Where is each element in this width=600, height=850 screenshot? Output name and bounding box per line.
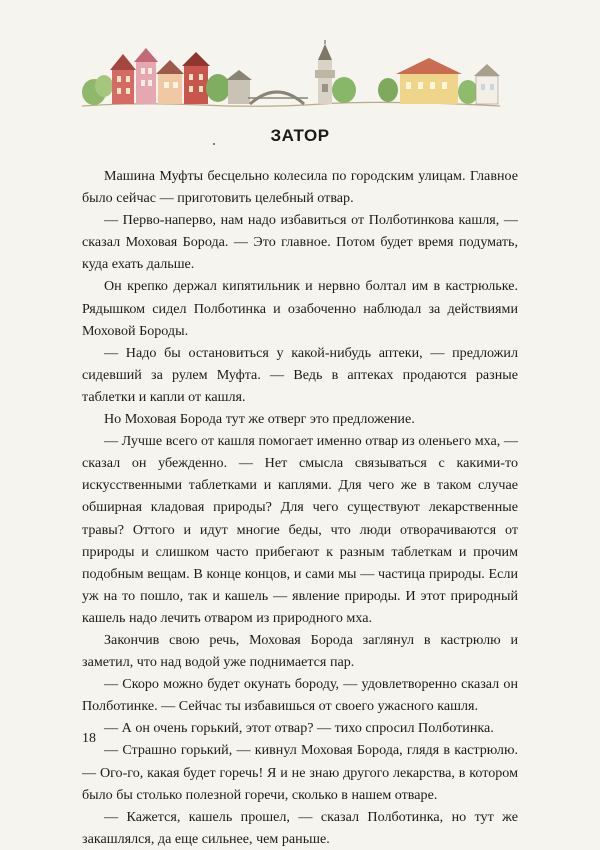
town-illustration [82,40,500,112]
paragraph: — Страшно горький, — кивнул Моховая Борода, глядя в кастрюлю. — Ого-го, какая будет горечь! Я и не знаю другого лекарства, в котором было бы столько полезной горечи, сколько в нашем отваре. [82,742,518,803]
chapter-title: ЗАТОР [270,126,330,145]
paragraph: — Перво-наперво, нам надо избавиться от Полботинкова кашля, — сказал Моховая Борода. — Это главное. Потом будет время подумать, куда ехать дальше. [82,212,518,273]
paragraph: — Лучше всего от кашля помогает именно отвар из оленьего мха, — сказал он убежденно. — Нет смысла связываться с какими-то искусственными таблетками и каплями. Для чего же в таком случае обширная кладовая природы? Для чего существуют лекарственные травы? Оттого и идут многие беды, что люди отворачиваются от природы и слишком часто прибегают к разным таблеткам и прочим подобным вещам. В конце концов, и сами мы — частица природы. Если уж на то пошло, так и кашель — явление природы. И этот природный кашель надо лечить отваром из природного мха. [82,433,518,626]
page-number: 18 [82,731,96,746]
chapter-body [82,165,518,850]
paragraph: — А он очень горький, этот отвар? — тихо спросил Полботинка. [104,720,494,737]
paragraph: Но Моховая Борода тут же отверг это предложение. [104,411,415,428]
paragraph: — Скоро можно будет окунать бороду, — удовлетворенно сказал он Полботинке. — Сейчас ты избавишься от своего ужасного кашля. [82,676,518,715]
paragraph: Он крепко держал кипятильник и нервно болтал им в кастрюльке. Рядышком сидел Полботинка и озабоченно наблюдал за действиями Моховой Бороды. [82,278,518,339]
paragraph: — Надо бы остановиться у какой-нибудь аптеки, — предложил сидевший за рулем Муфта. — Ведь в аптеках продаются разные таблетки и капли от кашля. [82,344,518,405]
paragraph: Машина Муфты бесцельно колесила по городским улицам. Главное было сейчас — приготовить целебный отвар. [82,168,518,207]
paragraph: Закончив свою речь, Моховая Борода заглянул в кастрюлю и заметил, что над водой уже поднимается пар. [82,631,518,671]
paragraph: — Кажется, кашель прошел, — сказал Полботинка, но тут же закашлялся, да еще сильнее, чем раньше. [82,808,518,847]
